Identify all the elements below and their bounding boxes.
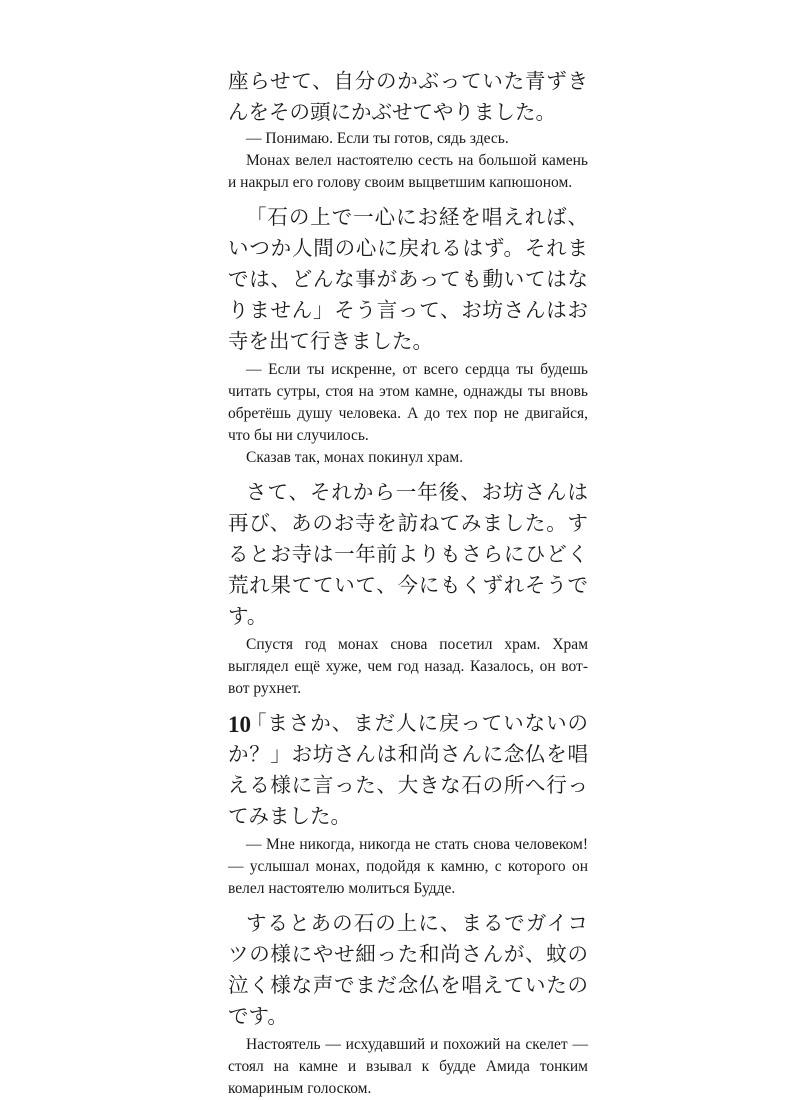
- japanese-paragraph: するとあの石の上に、まるでガイコツの様にやせ細った和尚さんが、蚊の泣く様な声でまだ念仏を唱えていたのです。: [228, 911, 588, 1028]
- japanese-paragraph: 座らせて、自分のかぶっていた青ずきんをその頭にかぶせてやりました。: [228, 69, 588, 124]
- japanese-paragraph: 「石の上で一心にお経を唱えれば、いつか人間の心に戻れるはず。それまでは、どんな事があっても動いてはなりません」そう言って、お坊さんはお寺を出て行きました。: [228, 205, 588, 353]
- text-column: [228, 66, 588, 1100]
- russian-paragraph: Спустя год монах снова посетил храм. Храм выглядел ещё хуже, чем год назад. Казалось, он вот-вот рухнет.: [228, 636, 588, 697]
- russian-paragraph: Настоятель — исхудавший и похожий на скелет — стоял на камне и взывал к будде Амида тонким комариным голоском.: [228, 1036, 588, 1097]
- japanese-paragraph: 「まさか、まだ人に戻っていないのか？」お坊さんは和尚さんに念仏を唱える様に言った、大きな石の所へ行ってみました。: [228, 711, 588, 828]
- russian-paragraph: Сказав так, монах покинул храм.: [246, 449, 464, 466]
- page-number: 10: [228, 712, 251, 737]
- russian-paragraph: — Понимаю. Если ты готов, сядь здесь.: [246, 130, 509, 147]
- russian-paragraph: — Мне никогда, никогда не стать снова человеком! — услышал монах, подойдя к камню, с которого он велел настоятелю молиться Будде.: [228, 836, 588, 897]
- russian-paragraph: — Если ты искренне, от всего сердца ты будешь читать сутры, стоя на этом камне, однажды ты вновь обретёшь душу человека. А до тех пор не двигайся, что бы ни случилось.: [228, 361, 588, 444]
- japanese-paragraph: さて、それから一年後、お坊さんは再び、あのお寺を訪ねてみました。するとお寺は一年前よりもさらにひどく荒れ果てていて、今にもくずれそうです。: [228, 480, 588, 628]
- russian-paragraph: Монах велел настоятелю сесть на большой камень и накрыл его голову своим выцветшим капюшоном.: [228, 152, 588, 191]
